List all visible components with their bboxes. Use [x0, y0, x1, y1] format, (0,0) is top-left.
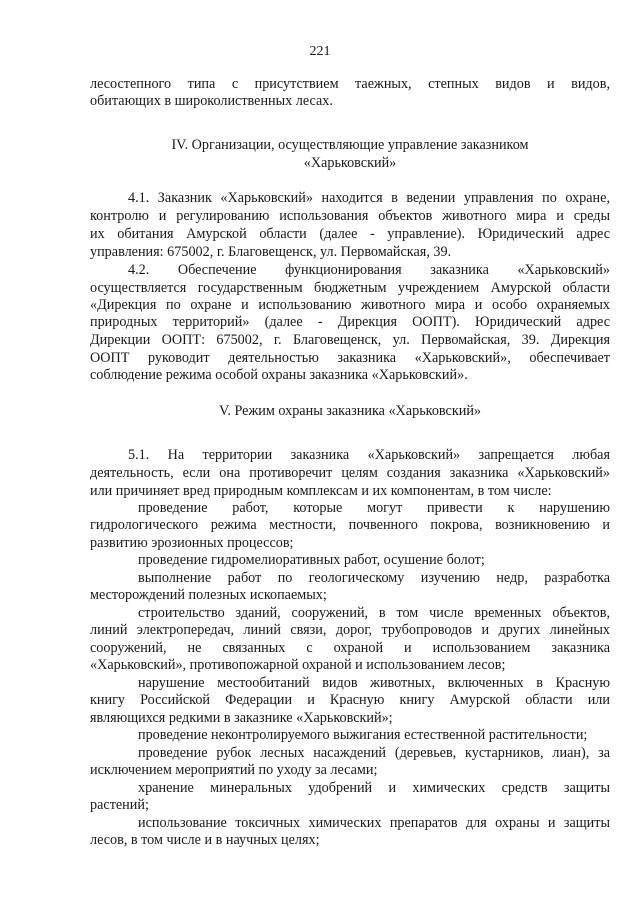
list-item-line: линий электропередач, линий связи, дорог, трубопроводов и других линейных: [90, 622, 610, 638]
paragraph-line: 5.1. На территории заказника «Харьковский» запрещается любая: [128, 447, 610, 463]
list-item-line: сооружений, не связанных с охраной и использованием заказника: [90, 640, 610, 656]
list-item-line: нарушение местообитаний видов животных, включенных в Красную: [138, 675, 610, 691]
paragraph-line: деятельность, если она противоречит целям создания заказника «Харьковский»: [90, 465, 610, 481]
list-item-line: растений;: [90, 797, 149, 813]
paragraph-line: их обитания Амурской области (далее - управление). Юридический адрес: [90, 226, 610, 242]
list-item-line: «Харьковский», противопожарной охраной и использованием лесов;: [90, 657, 506, 673]
list-item-line: выполнение работ по геологическому изучению недр, разработка: [138, 570, 610, 586]
paragraph-line: 4.1. Заказник «Харьковский» находится в ведении управления по охране,: [128, 190, 610, 206]
list-item-line: использование токсичных химических препаратов для охраны и защиты: [138, 815, 610, 831]
paragraph-line: Дирекции ООПТ: 675002, г. Благовещенск, ул. Первомайская, 39. Дирекция: [90, 332, 610, 348]
list-item-line: проведение гидромелиоративных работ, осушение болот;: [138, 552, 485, 568]
paragraph-line: или причиняет вред природным комплексам и их компонентам, в том числе:: [90, 483, 552, 499]
section-heading: V. Режим охраны заказника «Харьковский»: [218, 403, 482, 419]
list-item-line: проведение работ, которые могут привести к нарушению: [138, 500, 610, 516]
list-item-line: месторождений полезных ископаемых;: [90, 587, 327, 603]
paragraph-line: лесостепного типа с присутствием таежных, степных видов и видов,: [90, 76, 610, 92]
section-heading: IV. Организации, осуществляющие управление заказником: [171, 137, 529, 153]
paragraph-line: «Дирекция по охране и использованию животного мира и особо охраняемых: [90, 297, 610, 313]
paragraph-line: природных территорий» (далее - Дирекция ООПТ). Юридический адрес: [90, 314, 610, 330]
list-item-line: строительство зданий, сооружений, в том числе временных объектов,: [138, 605, 610, 621]
paragraph-line: соблюдение режима особой охраны заказника «Харьковский».: [90, 367, 468, 383]
paragraph-line: ООПТ руководит деятельностью заказника «Харьковский», обеспечивает: [90, 350, 610, 366]
list-item-line: лесов, в том числе и в научных целях;: [90, 832, 320, 848]
list-item-line: проведение рубок лесных насаждений (деревьев, кустарников, лиан), за: [138, 745, 610, 761]
list-item-line: книгу Российской Федерации и Красную книгу Амурской области или: [90, 692, 610, 708]
paragraph-line: контролю и регулированию использования объектов животного мира и среды: [90, 208, 610, 224]
list-item-line: являющихся редкими в заказнике «Харьковский»;: [90, 710, 393, 726]
paragraph-line: управления: 675002, г. Благовещенск, ул. Первомайская, 39.: [90, 244, 452, 260]
section-heading: «Харьковский»: [303, 155, 397, 171]
paragraph-line: обитающих в широколиственных лесах.: [90, 93, 333, 109]
list-item-line: проведение неконтролируемого выжигания естественной растительности;: [138, 727, 588, 743]
list-item-line: хранение минеральных удобрений и химических средств защиты: [138, 780, 610, 796]
paragraph-line: осуществляется государственным бюджетным учреждением Амурской области: [90, 280, 610, 296]
list-item-line: исключением мероприятий по уходу за лесами;: [90, 762, 378, 778]
list-item-line: развитию эрозионных процессов;: [90, 535, 294, 551]
page-number: 221: [309, 44, 331, 59]
paragraph-line: 4.2. Обеспечение функционирования заказника «Харьковский»: [128, 262, 610, 278]
list-item-line: гидрологического режима местности, почвенного покрова, возникновению и: [90, 517, 610, 533]
